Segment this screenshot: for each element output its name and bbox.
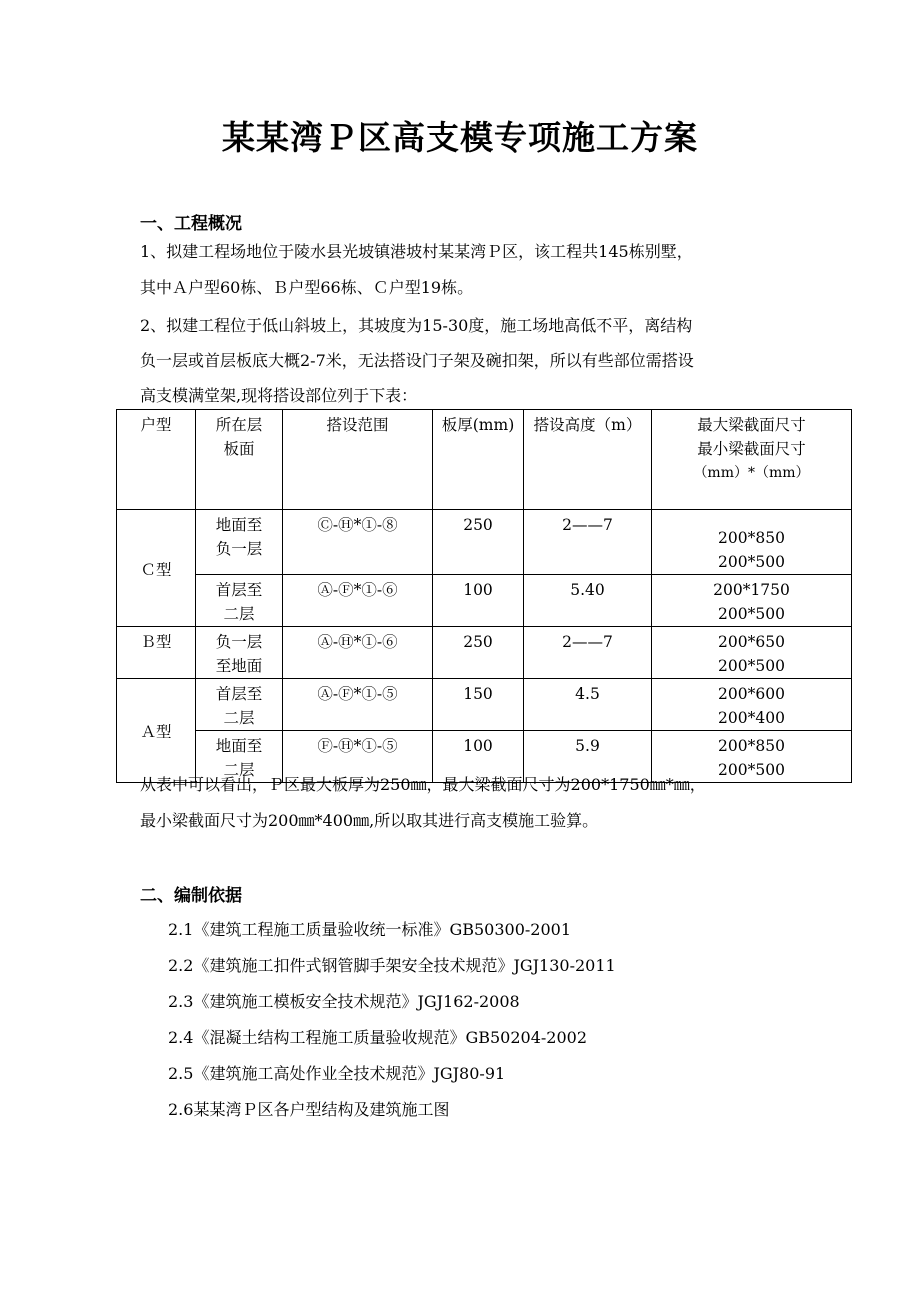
table-row: [117, 627, 852, 679]
cell-floor-line: 二层: [223, 709, 255, 727]
scaffold-spec-table: [116, 409, 852, 783]
table-row: [117, 575, 852, 627]
cell-floor-line: 首层至: [215, 581, 263, 599]
header-thickness: 板厚(mm): [433, 410, 524, 510]
header-range: 搭设范围: [283, 410, 433, 510]
header-beam-line: 最大梁截面尺寸: [697, 416, 806, 434]
cell-beam-line: 200*500: [718, 605, 785, 623]
cell-beam-line: 200*500: [718, 553, 785, 571]
cell-type: Ｂ型: [117, 627, 196, 679]
reference-item: 2.5《建筑施工高处作业全技术规范》JGJ80-91: [168, 1064, 506, 1083]
cell-beam-line: 200*600: [718, 685, 785, 703]
cell-beam: [652, 575, 852, 627]
header-type: 户型: [117, 410, 196, 510]
paragraph-line: 其中Ａ户型60栋、Ｂ户型66栋、Ｃ户型19栋。: [140, 278, 474, 297]
reference-item: 2.3《建筑施工模板安全技术规范》JGJ162-2008: [168, 992, 520, 1011]
cell-floor-line: 二层: [223, 605, 255, 623]
reference-item: 2.6某某湾Ｐ区各户型结构及建筑施工图: [168, 1100, 450, 1119]
cell-height: 5.40: [524, 575, 652, 627]
cell-thickness: 100: [433, 731, 524, 783]
cell-beam-line: 200*650: [718, 633, 785, 651]
paragraph-line: 2、拟建工程位于低山斜坡上，其坡度为15-30度，施工场地高低不平，离结构: [140, 316, 693, 335]
paragraph-line: 最小梁截面尺寸为200㎜*400㎜,所以取其进行高支模施工验算。: [140, 811, 599, 830]
header-beam-line: 最小梁截面尺寸: [697, 440, 806, 458]
cell-floor: [196, 510, 283, 575]
cell-floor-line: 负一层: [215, 633, 263, 651]
table-row: [117, 510, 852, 575]
cell-beam: [652, 679, 852, 731]
reference-item: 2.4《混凝土结构工程施工质量验收规范》GB50204-2002: [168, 1028, 588, 1047]
section-heading-overview: 一、工程概况: [140, 214, 242, 234]
reference-item: 2.1《建筑工程施工质量验收统一标准》GB50300-2001: [168, 920, 572, 939]
cell-thickness: 250: [433, 627, 524, 679]
paragraph-line: 高支模满堂架,现将搭设部位列于下表：: [140, 386, 418, 405]
cell-floor-line: 地面至: [215, 516, 263, 534]
table-row: [117, 679, 852, 731]
cell-beam-line: 200*500: [718, 761, 785, 779]
cell-floor-line: 至地面: [215, 657, 263, 675]
section-heading-basis: 二、编制依据: [140, 886, 242, 906]
cell-height: 4.5: [524, 679, 652, 731]
cell-range: Ⓐ-Ⓗ*①-⑥: [283, 627, 433, 679]
cell-beam-line: 200*850: [718, 529, 785, 547]
cell-beam: [652, 627, 852, 679]
cell-beam-line: 200*500: [718, 657, 785, 675]
cell-thickness: 100: [433, 575, 524, 627]
page-title: 某某湾Ｐ区高支模专项施工方案: [222, 118, 698, 157]
cell-height: 2——7: [524, 627, 652, 679]
cell-floor-line: 地面至: [215, 737, 263, 755]
cell-floor-line: 负一层: [215, 540, 263, 558]
cell-range: Ⓕ-Ⓗ*①-⑤: [283, 731, 433, 783]
cell-thickness: 150: [433, 679, 524, 731]
cell-height: 2——7: [524, 510, 652, 575]
paragraph-line: 负一层或首层板底大概2-7米，无法搭设门子架及碗扣架，所以有些部位需搭设: [140, 351, 694, 370]
header-beam: [652, 410, 852, 510]
header-floor-line: 所在层: [215, 416, 263, 434]
reference-item: 2.2《建筑施工扣件式钢管脚手架安全技术规范》JGJ130-2011: [168, 956, 616, 975]
cell-range: Ⓒ-Ⓗ*①-⑧: [283, 510, 433, 575]
cell-range: Ⓐ-Ⓕ*①-⑤: [283, 679, 433, 731]
header-floor-line: 板面: [223, 440, 255, 458]
cell-beam-line: 200*400: [718, 709, 785, 727]
cell-thickness: 250: [433, 510, 524, 575]
cell-type: Ｃ型: [117, 510, 196, 627]
cell-height: 5.9: [524, 731, 652, 783]
header-beam-line: （mm）*（mm）: [693, 465, 810, 481]
cell-floor: [196, 575, 283, 627]
cell-floor: [196, 679, 283, 731]
cell-beam-line: 200*1750: [713, 581, 790, 599]
cell-floor-line: 首层至: [215, 685, 263, 703]
cell-range: Ⓐ-Ⓕ*①-⑥: [283, 575, 433, 627]
cell-type: Ａ型: [117, 679, 196, 783]
cell-floor-line: 二层: [223, 761, 255, 779]
cell-floor: [196, 627, 283, 679]
paragraph-line: 从表中可以看出，Ｐ区最大板厚为250㎜，最大梁截面尺寸为200*1750㎜*㎜，: [140, 775, 706, 794]
header-floor: [196, 410, 283, 510]
header-height: 搭设高度（m）: [524, 410, 652, 510]
paragraph-line: 1、拟建工程场地位于陵水县光坡镇港坡村某某湾Ｐ区，该工程共145栋别墅，: [140, 242, 693, 261]
cell-beam-line: 200*850: [718, 737, 785, 755]
cell-beam: [652, 510, 852, 575]
table-header-row: [117, 410, 852, 510]
